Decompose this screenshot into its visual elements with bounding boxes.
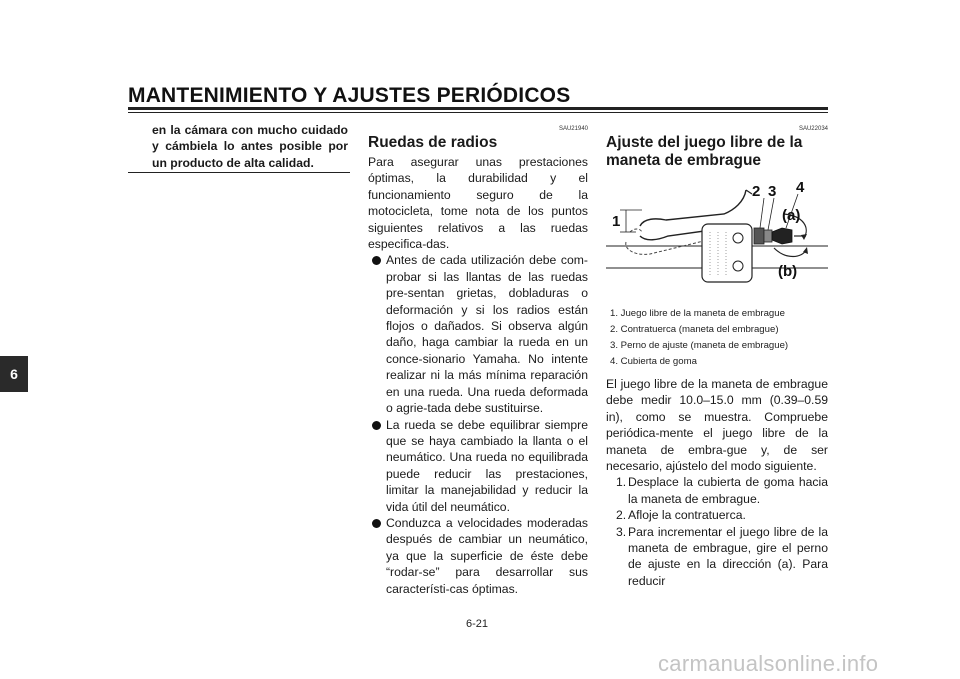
bullet-text: Conduzca a velocidades moderadas después de cambiar un neumático, ya que la superficie de éste debe “rodar-se” para desarrollar sus característi-cas óptimas. (386, 515, 588, 596)
step-number: 3. (616, 524, 627, 539)
bullet-icon (372, 519, 381, 528)
clutch-lever-illustration (606, 180, 828, 298)
column-wheels (368, 124, 588, 597)
section-code: SAU21940 (558, 126, 588, 132)
bullet-icon (372, 421, 381, 430)
diagram-label-a: (a) (782, 207, 801, 224)
list-item (368, 417, 588, 515)
caption-item: 2. Contratuerca (maneta del embrague) (610, 324, 779, 335)
header-rule-thin (128, 112, 828, 113)
diagram-label-4: 4 (796, 180, 805, 196)
wheels-bullet-list (368, 252, 588, 597)
list-item (606, 524, 828, 590)
step-text: Desplace la cubierta de goma hacia la maneta de embrague. (628, 475, 828, 506)
warning-rule (128, 172, 350, 173)
section-title-wheels: Ruedas de radios (368, 134, 498, 151)
step-number: 2. (616, 508, 627, 523)
bullet-text: Antes de cada utilización debe com-probar si las llantas de las ruedas pre-sentan grietas, dobladuras o deformación y si los radios están flojos o dañados. Si observa algún daño, haga cambiar la rueda en un conce-sionario Yamaha. No intente realizar ni la más mínima reparación en una rueda. Una rueda deformada o agrie-tada debe sustituirse. (386, 253, 588, 416)
caption-item: 4. Cubierta de goma (610, 356, 697, 367)
warning-text: en la cámara con mucho cuidado y cámbiela lo antes posible por un producto de alta calidad. (152, 123, 348, 170)
page-number: 6-21 (466, 618, 489, 630)
diagram-label-3: 3 (768, 183, 777, 200)
page-title: MANTENIMIENTO Y AJUSTES PERIÓDICOS (128, 84, 571, 107)
list-item (606, 474, 828, 507)
diagram-label-2: 2 (752, 183, 761, 200)
watermark-text: carmanualsonline.info (658, 651, 879, 676)
bullet-icon (372, 256, 381, 265)
column-warning (152, 122, 350, 171)
diagram-label-1: 1 (612, 213, 621, 230)
caption-item: 3. Perno de ajuste (maneta de embrague) (610, 340, 789, 351)
step-text: Para incrementar el juego libre de la maneta de embrague, gire el perno de ajuste en la dirección (a). Para reducir (628, 524, 828, 588)
clutch-lever-diagram (606, 180, 828, 298)
section-title-clutch: Ajuste del juego libre de la maneta de embrague (606, 134, 803, 169)
wheels-intro: Para asegurar unas prestaciones óptimas, la durabilidad y el funcionamiento seguro de la motocicleta, tome nota de los puntos siguientes relativos a las ruedas especifica-das. (368, 155, 588, 252)
chapter-tab: 6 (0, 356, 28, 392)
list-item (606, 507, 828, 523)
bullet-text: La rueda se debe equilibrar siempre que se haya cambiado la llanta o el neumático. Una rueda no equilibrada puede reducir las prestaciones, limitar la manejabilidad y reducir la vida útil del neumático. (386, 417, 588, 514)
list-item (368, 252, 588, 416)
header-rule (128, 107, 828, 110)
clutch-body: El juego libre de la maneta de embrague debe medir 10.0–15.0 mm (0.39–0.59 in), como se muestra. Compruebe periódica-mente el juego libre de la maneta de embra-gue y, de ser necesario, ajústelo del modo siguiente. (606, 377, 828, 474)
step-number: 1. (616, 475, 627, 490)
column-clutch (606, 124, 828, 589)
list-item (368, 515, 588, 597)
clutch-steps (606, 474, 828, 589)
caption-item: 1. Juego libre de la maneta de embrague (610, 308, 785, 319)
diagram-label-b: (b) (778, 263, 798, 280)
diagram-captions (606, 306, 828, 370)
step-text: Afloje la contratuerca. (628, 508, 746, 523)
section-code: SAU22034 (798, 126, 828, 132)
